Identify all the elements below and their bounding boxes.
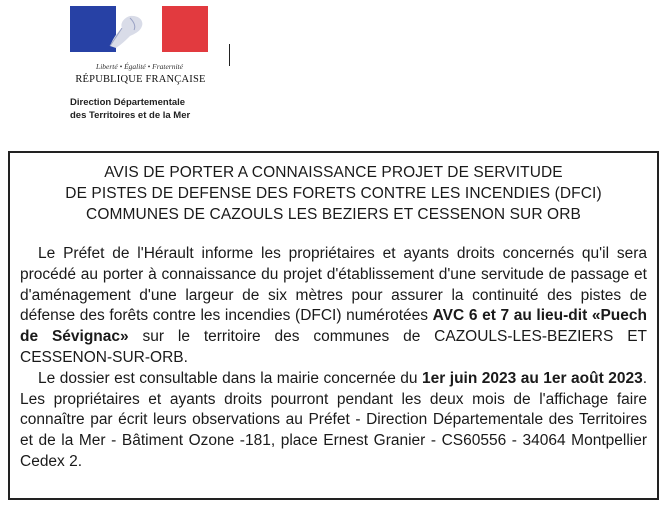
notice-title-line: COMMUNES DE CAZOULS LES BEZIERS ET CESSENON SUR ORB bbox=[86, 206, 581, 223]
marianne-logo-icon bbox=[70, 6, 208, 52]
notice-title-line: DE PISTES DE DEFENSE DES FORETS CONTRE LES INCENDIES (DFCI) bbox=[65, 185, 602, 202]
pistes-reference: AVC 6 et 7 au lieu-dit «Puech de Sévignac» bbox=[20, 307, 647, 346]
notice-box bbox=[8, 151, 659, 500]
motto: Liberté • Égalité • Fraternité bbox=[96, 62, 183, 71]
notice-title-line: AVIS DE PORTER A CONNAISSANCE PROJET DE SERVITUDE bbox=[104, 164, 563, 181]
paragraph-text: Le Préfet de l'Hérault informe les propriétaires et ayants droits concernés qu'il sera procédé au porter à connaissance du projet d'établissement d'une servitude de passage et d'aménagement d'une largeur de six mètres pour assurer la continuité des pistes de défense des forêts contre les incendies (DFCI) numérotées bbox=[20, 245, 647, 325]
paragraph-text: Le dossier est consultable dans la mairie concernée du bbox=[38, 369, 423, 387]
department-line-1: Direction Départementale bbox=[70, 97, 186, 108]
paragraph-text: sur le territoire des communes de CAZOULS-LES-BEZIERS ET CESSENON-SUR-ORB. bbox=[20, 328, 647, 366]
republic-name: RÉPUBLIQUE FRANÇAISE bbox=[75, 74, 206, 85]
notice-body bbox=[20, 244, 647, 473]
notice-paragraph-1 bbox=[20, 244, 647, 369]
consultation-dates: 1er juin 2023 au 1er août 2023 bbox=[422, 369, 643, 387]
notice-title bbox=[10, 153, 657, 225]
paragraph-text: . Les propriétaires et ayants droits pourront pendant les deux mois de l'affichage faire connaître par écrit leurs observations au Préfet - Direction Départementale des Territoires et de la Mer - Bâtiment Ozone -181, place Ernest Granier - CS60556 - 34064 Montpellier Cedex 2. bbox=[20, 369, 647, 470]
department-line-2: des Territoires et de la Mer bbox=[70, 110, 191, 121]
notice-paragraph-2 bbox=[20, 369, 647, 473]
department-name bbox=[70, 96, 270, 122]
separator-bar bbox=[229, 44, 230, 66]
